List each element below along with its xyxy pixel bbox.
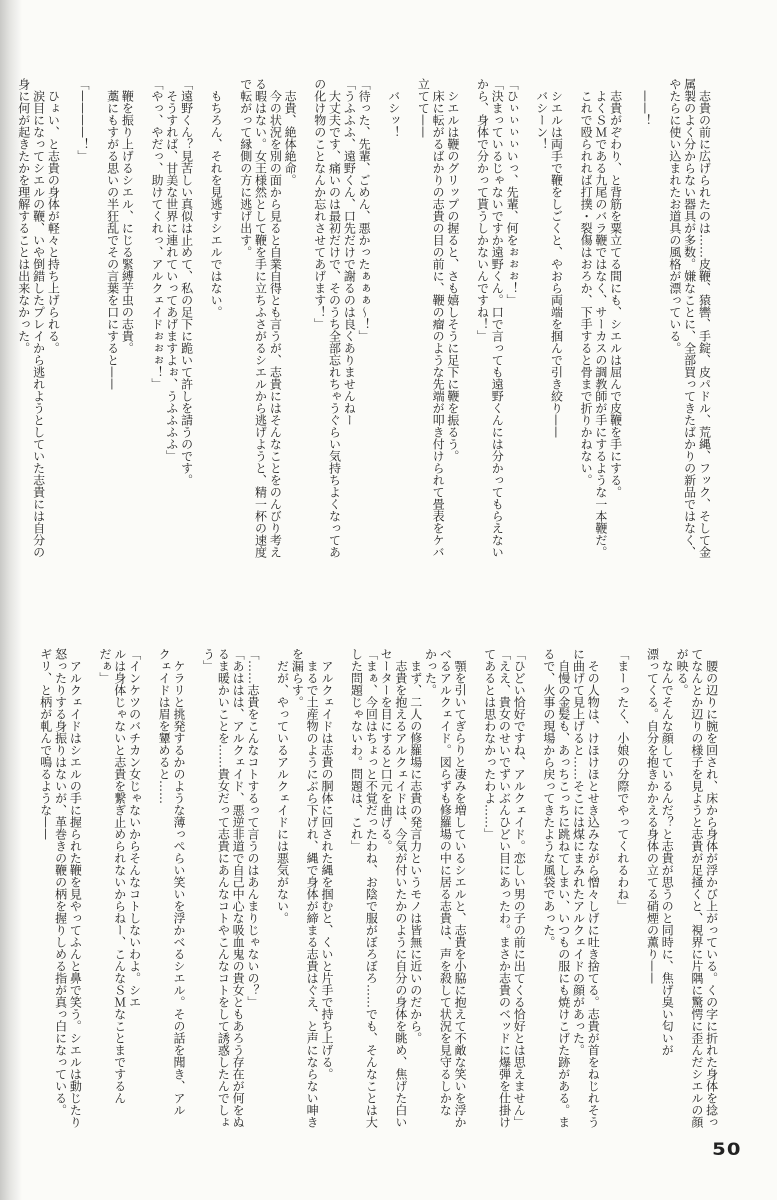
text-column: バシッ！ xyxy=(386,78,401,138)
page-number: 50 xyxy=(712,1140,742,1160)
text-column: るま暖かいことを……貴女だって志貴にあんなコトやこんなコトをして誘惑したんでしょ xyxy=(216,648,231,1128)
text-column: で転がって縁側の方に逃げ出す。 xyxy=(238,78,253,258)
text-column xyxy=(194,78,209,568)
text-column xyxy=(526,648,541,1118)
text-column xyxy=(401,78,416,568)
text-column: 志貴の前に広げられたのは……皮鞭、猿轡、手錠、皮パドル、荒縄、フック、そして金 xyxy=(697,78,712,558)
text-column xyxy=(297,78,312,568)
text-column: 属製のよく分からない器具が多数。嫌なことに、全部買ってきたばかりの新品ではなく、 xyxy=(682,78,697,558)
text-column: よくＳＭである九尾のバラ鞭ではなく、サーカスの調教師が手にするような一本鞭だ。 xyxy=(593,78,608,558)
text-column: 「ひぃぃぃぃいっ、先輩、何をぉぉぉ！」 xyxy=(505,78,520,306)
text-column: 涙目になってシエルの鞭、いや倒錯したプレイから逃れようとしていた志貴には自分の xyxy=(31,78,46,558)
text-column: ルは身体じゃないと志貴を繋ぎ止められないからねー、こんなＳＭなことまでするん xyxy=(112,648,127,1104)
text-column xyxy=(186,648,201,1118)
text-column: が映る。 xyxy=(675,648,690,696)
text-column: アルクェイドはシエルの手に握られた鞭を見やってふんと鼻で笑う。シエルは動じたり xyxy=(68,648,83,1128)
bottom-text-block xyxy=(38,648,719,1128)
text-column: てあるとは思わなかったわよ……」 xyxy=(482,648,497,840)
text-column xyxy=(82,648,97,1118)
text-column: 志貴を抱えるアルクェイドは、今気が付いたかのように自分の身体を眺め、焦げた白い xyxy=(393,648,408,1128)
text-column: 腰の辺りに腕を回され、床から身体が浮かび上がっている。くの字に折れた身体を捻っ xyxy=(704,648,719,1128)
text-column: に曲げて見上げると……そこには煤にまみれたアルクェイドの顔があった。 xyxy=(571,648,586,1056)
text-column: アルクェイドは志貴の胴体に回された縄を掴むと、くいと片手で持ち上げる。 xyxy=(319,648,334,1080)
text-column xyxy=(260,648,275,1118)
text-column: 今の状況を別の面から見ると自業自得とも言うが、志貴にはそんなことをのんびり考え xyxy=(268,78,283,558)
text-column: 大丈夫です、痛いのは最初だけで、そのうち全部忘れちゃうぐらい気持ちよくなってあ xyxy=(327,78,342,558)
text-column xyxy=(60,78,75,568)
text-column: これで殴られれば打撲・裂傷はおろか、下手すると骨まで折りかねない。 xyxy=(579,78,594,486)
text-column: セーターを目にすると口元を曲げる。 xyxy=(379,648,394,852)
text-column: 床に転がるばかりの志貴の目の前に、鞭の瘤のような先端が叩き付けられて畳表をケバ xyxy=(431,78,446,558)
text-column: 「待った、先輩、ごめん、悪かったぁぁぁ〜！」 xyxy=(357,78,372,342)
text-column xyxy=(630,648,645,1118)
text-column: 顎を引いてぎらりと凄みを増しているシエルと、志貴を小脇に抱えて不敵な笑いを浮か xyxy=(453,648,468,1128)
text-column: 「ひどい恰好ですね、アルクェイド。恋しい男の子の前に出てくる恰好とは思えません」 xyxy=(512,648,527,1128)
text-column: かった。 xyxy=(423,648,438,696)
text-column: その人物は、けほけほとせき込みながら憎々しげに吐き捨てる。志貴が首をねじれそう xyxy=(586,648,601,1128)
text-column: 立てて—— xyxy=(416,78,431,138)
text-column: 藁にもすがる思いの半狂乱でその言葉を口にすると—— xyxy=(105,78,120,390)
text-column: 志貴、絶体絶命。 xyxy=(283,78,298,186)
text-column: シエルは両手で鞭をしごくと、やおら両端を掴んで引き絞り—— xyxy=(549,78,564,438)
text-column xyxy=(519,78,534,568)
text-column xyxy=(467,648,482,1118)
text-column: 「決まっているじゃないですか遠野くん。口で言っても遠野くんには分かってもらえない xyxy=(490,78,505,558)
text-column: 「————！」 xyxy=(75,78,90,162)
text-column: だぁ」 xyxy=(97,648,112,684)
text-column: う」 xyxy=(201,648,216,672)
text-column: 鞭を振り上げるシエル、にじる緊縛芋虫の志貴。 xyxy=(120,78,135,354)
text-column: だが、やっているアルクェイドには悪気がない。 xyxy=(275,648,290,924)
text-column xyxy=(334,648,349,1118)
text-column: 自慢の金髪も、あっちこっちに跳ねてしまい、いつもの服にも焼けこげた跡がある。ま xyxy=(556,648,571,1128)
text-column xyxy=(460,78,475,568)
text-column xyxy=(371,78,386,568)
text-column: ひょい、と志貴の身体が軽々と持ち上げられる。 xyxy=(46,78,61,354)
text-column: 怒ったりする身振りはないが、革巻きの鞭の柄を握りしめる指が真っ白になっている。 xyxy=(53,648,68,1116)
text-column: 「インケツのバチカン女じゃないからそんなコトしないわよ。シエ xyxy=(127,648,142,1008)
text-column: まず、二人の修羅場に志貴の発言力というモノは皆無に近いのだから。 xyxy=(408,648,423,1044)
text-column: 「ええ、貴女のせいでずいぶんひどい目にあったわ。まさか志貴のベッドに爆弾を仕掛け xyxy=(497,648,512,1128)
text-column: 身に何が起きたかを理解することは出来なかった。 xyxy=(16,78,31,354)
text-column xyxy=(134,78,149,568)
text-column: 「まぁ、今回はちょっと不覚だったわね、お陰で服がぼろぼろ……でも、そんなことは大 xyxy=(364,648,379,1128)
text-column: るで、火事の現場から戻ってきたような風袋であった。 xyxy=(541,648,556,948)
text-column: もちろん、それを見逃すシエルではない。 xyxy=(209,78,224,318)
text-column: る暇はない。女王様然として鞭を手に立ちふさがるシエルから逃げようと、精一杯の速度 xyxy=(253,78,268,558)
text-column xyxy=(223,78,238,568)
text-column xyxy=(563,78,578,568)
text-column xyxy=(652,78,667,568)
text-column: ——！ xyxy=(638,78,653,126)
text-column xyxy=(142,648,157,1118)
text-column: 「やっ、やだっ、助けてくれっ、アルクェイドぉぉぉ！」 xyxy=(149,78,164,390)
text-column: クェイドは眉を顰めると…… xyxy=(157,648,172,804)
top-text-block xyxy=(16,78,711,568)
text-column: 「まーったく、小娘の分際でやってくれるわね」 xyxy=(615,648,630,912)
text-column xyxy=(623,78,638,568)
text-column: そうすれば、甘美な世界に連れていってあげますよぉ、うふふふふ」 xyxy=(164,78,179,462)
text-column: まるで土産物のようにぶら下げれ、縄で身体が締まる志貴はぐえ、と声にならない呻き xyxy=(305,648,320,1128)
text-column: バシーン！ xyxy=(534,78,549,150)
text-column: 「遠野くん？見苦しい真似は止めて、私の足下に跪いて許しを請うのです。 xyxy=(179,78,194,486)
text-column: した問題じゃないわ。問題は、これ」 xyxy=(349,648,364,852)
text-column: を漏らす。 xyxy=(290,648,305,708)
text-column: 志貴がぞわり、と背筋を粟立てる間にも、シエルは屈んで皮鞭を手にする。 xyxy=(608,78,623,498)
text-column: から、身体で分かって貰うしかないんですね！」 xyxy=(475,78,490,342)
text-column xyxy=(600,648,615,1118)
text-column: 漂ってくる。自分を抱きかかえる身体の立てる硝煙の薫り—— xyxy=(645,648,660,984)
text-column: 「あははは、アルクェイド、悪逆非道で自己中心な吸血鬼の貴女ともあろう存在が何をぬ xyxy=(231,648,246,1128)
text-column: 「……志貴をこんなコトするって言うのはあんまりじゃないの？」 xyxy=(245,648,260,1008)
text-column: 「うふふふ、遠野くん、口先だけで謝るのは良くありませんねー xyxy=(342,78,357,426)
text-column: やたらに使い込まれたお道具の風格が漂っている。 xyxy=(667,78,682,354)
text-column: の化け物のことなんか忘れさせてあげます！」 xyxy=(312,78,327,330)
text-column: なんでそんな顔しているんだ？と志貴が思うのと同時に、焦げ臭い匂いが xyxy=(660,648,675,1056)
text-column: べるアルクェイド。図らずも修羅場の中に居る志貴は、声を殺して状況を見守るしかな xyxy=(438,648,453,1116)
text-column: シエルは鞭のグリップの握ると、さも嬉しそうに足下に鞭を振るう。 xyxy=(445,78,460,462)
text-column: ギリ、と柄が軋んで鳴るような—— xyxy=(38,648,53,840)
text-column: てなんとか辺りの様子を見ようと志貴が足掻くと、視界に片隅に驚愕に歪んだシエルの顔 xyxy=(689,648,704,1128)
text-column: ケラリと挑発するかのような薄っぺらい笑いを浮かべるシエル。その話を聞き、アル xyxy=(171,648,186,1116)
text-column xyxy=(90,78,105,568)
